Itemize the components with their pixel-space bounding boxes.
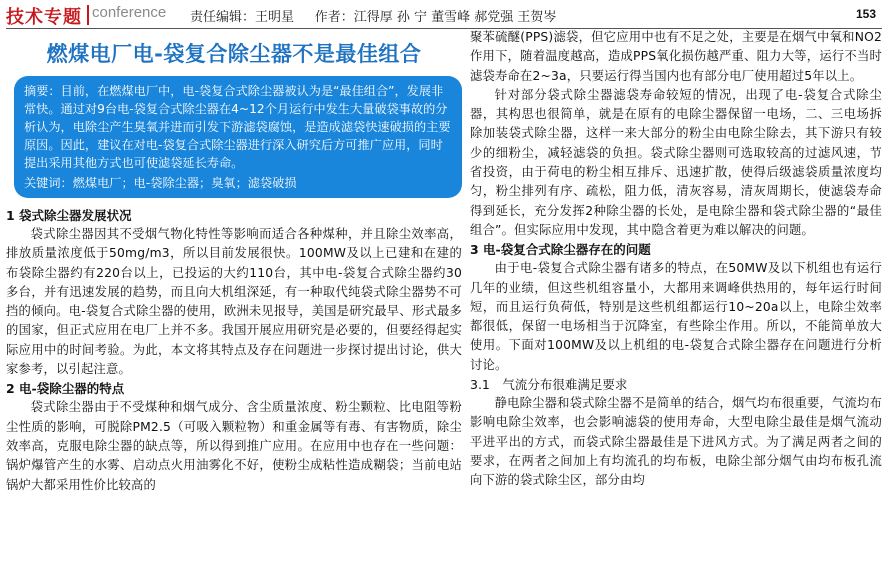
section-3-heading: 3 电-袋复合式除尘器存在的问题: [470, 242, 651, 258]
abstract-text: 摘要：目前，在燃煤电厂中，电-袋复合式除尘器被认为是“最佳组合”，发展非常快。通过对9台电-袋复合式除尘器在4~12个月运行中发生大量破袋事故的分析认为，电除尘产生臭氧并进而引发下游滤袋腐蚀，是造成滤袋快速破损的主要原因。因此，建议在对电-袋复合式除尘器进行深入研究后方可推广应用，同时提出采用其他方式也可使滤袋延长寿命。: [24, 84, 451, 170]
section-2-heading: 2 电-袋除尘器的特点: [6, 381, 125, 397]
author-credit: 作者：江得厚 孙 宁 董雪峰 郝党强 王贺岑: [314, 10, 557, 25]
page-number: 153: [855, 7, 876, 21]
section-1-paragraph: 袋式除尘器因其不受烟气物化特性等影响而适合各种煤种，并且除尘效率高，排放质量浓度低于50mg/m3，所以目前发展很快。100MW及以上已建和在建的布袋除尘器约有220台以上，已投运的大约110台，其中电-袋复合式除尘器约30多台，并有迅速发展的趋势，而且向大机组深延，有一种取代纯袋式除尘器势不可挡的倾向。电-袋复合式除尘器的使用，欧洲未见报导，美国是研究最早、形式最多的国家，但正式应用在电厂上并不多。我国开展应用研究是必要的，但要经得起实际应用中的时间考验。为此，本文将其特点及存在问题进一步探讨提出讨论，供大家参考，以引起注意。: [6, 227, 462, 377]
section-2-paragraph: 袋式除尘器由于不受煤种和烟气成分、含尘质量浓度、粉尘颗粒、比电阻等粉尘性质的影响，可脱除PM2.5（可吸入颗粒物）和重金属等有毒、有害物质，除尘效率高，克服电除尘器的缺点等，所以得到推广应用。在应用中也存在一些问题：锅炉爆管产生的水雾、启动点火用油雾化不好，使粉尘成粘性造成糊袋；当前电站锅炉大都采用性价比较高的: [6, 400, 462, 492]
section-3-1-heading: 3.1 气流分布很难满足要求: [470, 377, 628, 393]
section-3-1-paragraph: 静电除尘器和袋式除尘器不是简单的结合，烟气均布很重要，气流均布影响电除尘效率，也会影响滤袋的使用寿命，大型电除尘最佳是烟气流动平进平出的方式，而袋式除尘器最佳是下进风方式。为了满足两者之间的要求，在两者之间加上有均流孔的均布板，电除尘部分烟气由均布板孔流向下游的袋式除尘区，部分由均: [470, 396, 882, 488]
page-header: [0, 0, 888, 30]
header-credits: [190, 6, 556, 25]
section-3-paragraph: 由于电-袋复合式除尘器有诸多的特点，在50MW及以下机组也有运行几年的业绩，但这些机组容量小，大都用来调峰供热用的，每年运行时间短，而且运行负荷低，特别是这些机组都运行10~20a以上，电除尘效率都很低，保留一电场相当于沉降室，有些除尘作用。所以，不能简单放大使用。下面对100MW及以上机组的电-袋复合式除尘器存在问题进行分析讨论。: [470, 261, 882, 372]
section-label: conference: [92, 4, 167, 21]
right-column: [470, 28, 882, 588]
section-1-heading: 1 袋式除尘器发展状况: [6, 208, 132, 223]
abstract-box: [14, 76, 462, 198]
left-column: [6, 34, 462, 588]
continued-paragraph: 聚苯硫醚(PPS)滤袋，但它应用中也有不足之处，主要是在烟气中氧和NO2作用下，随着温度越高，造成PPS氧化损伤越严重、阻力大等，运行不当时滤袋寿命在2~3a，只要运行得当国内也有部分电厂使用超过5年以上。: [470, 30, 882, 83]
hybrid-paragraph: 针对部分袋式除尘器滤袋寿命较短的情况，出现了电-袋复合式除尘器，其构思也很简单，就是在原有的电除尘器保留一电场，二、三电场拆除加装袋式除尘器，这样一来大部分的粉尘由电除尘除去，其下游只有较少的细粉尘，减轻滤袋的负担。袋式除尘器则可选取较高的过滤风速，节省投资，由于荷电的粉尘相互排斥、迅速扩散，使得后级滤袋质量浓度均匀，粉尘排列有序、疏松，阻力低，清灰容易，清灰周期长，使滤袋寿命得到延长，充分发挥2种除尘器的长处，是电除尘器和袋式除尘器的“最佳组合”。但实际应用中发现，其中隐含着更为难以解决的问题。: [470, 87, 882, 237]
header-separator: [87, 5, 89, 25]
keywords-text: 关键词：燃煤电厂；电-袋除尘器；臭氧；滤袋破损: [24, 176, 297, 190]
editor-credit: 责任编辑：王明星: [190, 10, 295, 25]
article-title: 燃煤电厂电-袋复合除尘器不是最佳组合: [46, 42, 422, 66]
brand-title: 技术专题: [6, 7, 82, 28]
